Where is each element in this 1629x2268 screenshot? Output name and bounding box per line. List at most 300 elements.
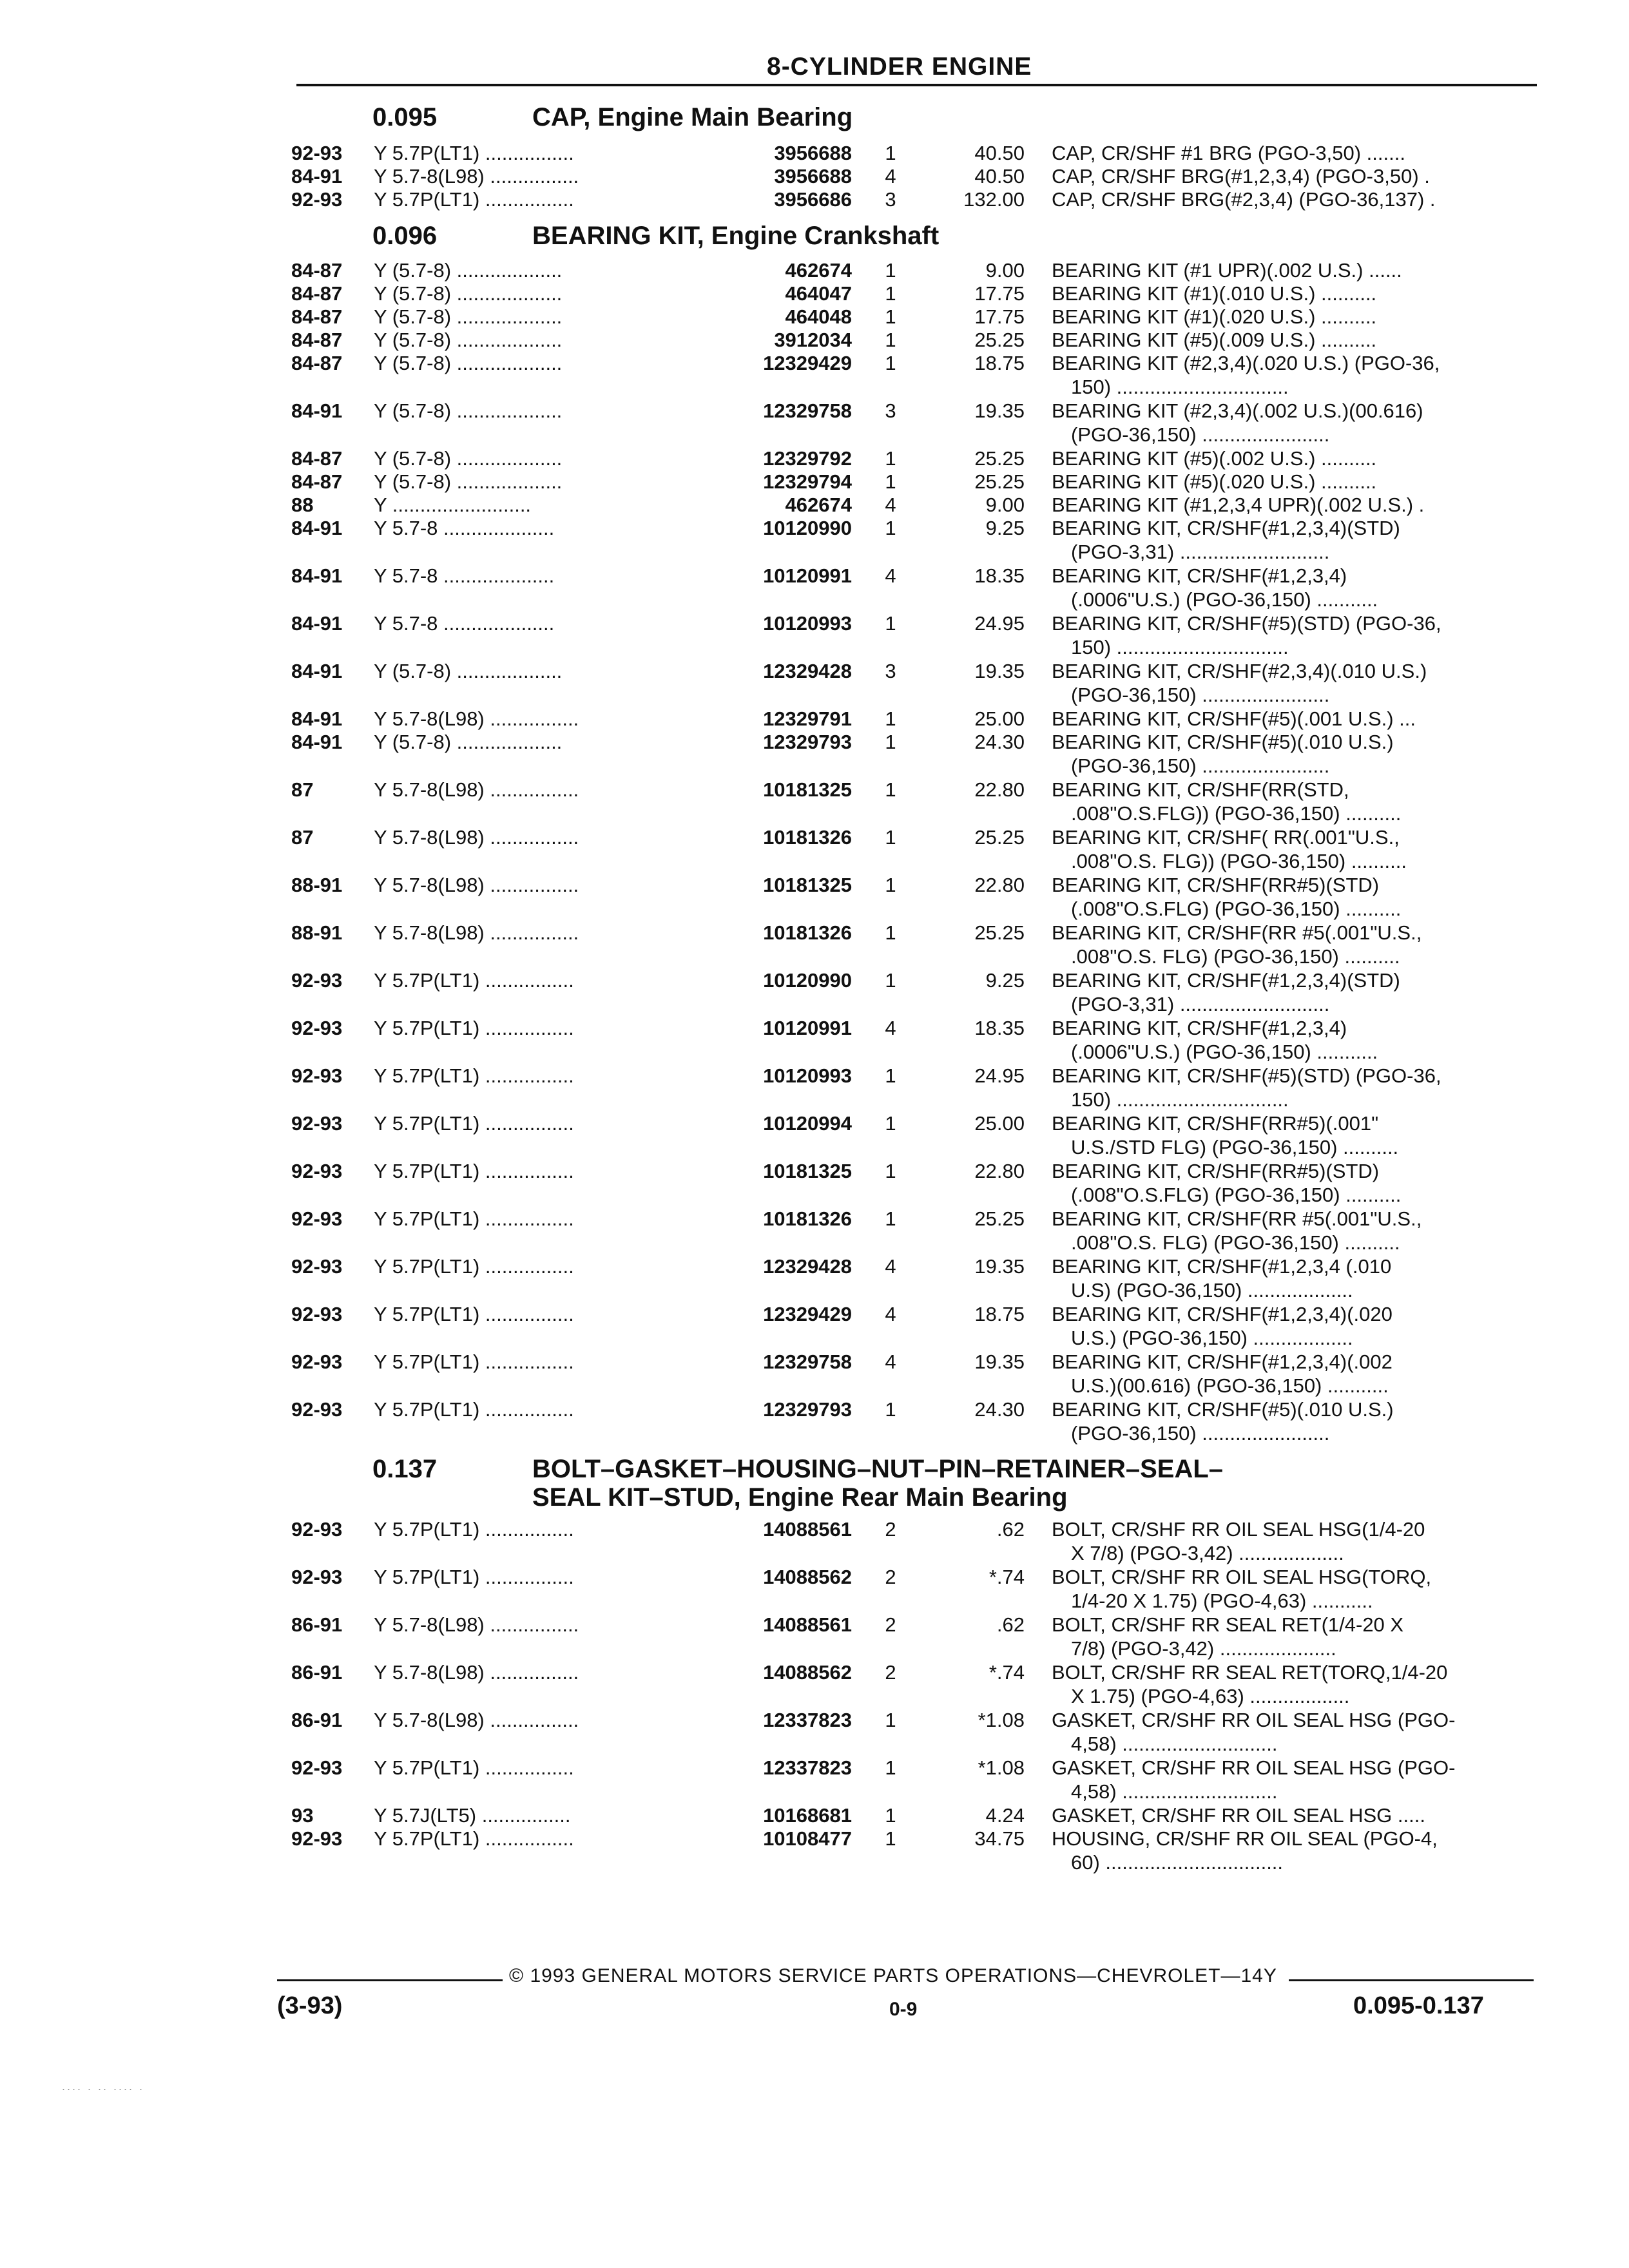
price: 22.80 — [974, 778, 1025, 801]
part-description-continued: X 1.75) (PGO-4,63) .................. — [1071, 1685, 1350, 1707]
engine-model: Y 5.7P(LT1) ................ — [374, 1160, 574, 1182]
footer-section-range: 0.095-0.137 — [1353, 1992, 1484, 2019]
model-years: 84-87 — [291, 352, 343, 374]
part-number: 12329794 — [763, 470, 852, 493]
model-years: 92-93 — [291, 1017, 343, 1039]
price: 18.35 — [974, 1017, 1025, 1039]
section-number: 0.095 — [372, 103, 438, 131]
part-number: 12329793 — [763, 1398, 852, 1421]
quantity: 1 — [885, 259, 896, 282]
part-description-continued: (PGO-36,150) ....................... — [1071, 684, 1330, 706]
model-years: 92-93 — [291, 188, 343, 211]
quantity: 1 — [885, 1160, 896, 1182]
engine-model: Y 5.7-8(L98) ................ — [374, 707, 579, 730]
part-number: 3956688 — [774, 165, 852, 187]
parts-row — [0, 1661, 1629, 1707]
engine-model: Y (5.7-8) ................... — [374, 731, 563, 753]
model-years: 84-87 — [291, 329, 343, 351]
model-years: 86-91 — [291, 1661, 343, 1684]
model-years: 84-91 — [291, 564, 343, 587]
price: 18.35 — [974, 564, 1025, 587]
model-years: 92-93 — [291, 1827, 343, 1850]
quantity: 2 — [885, 1566, 896, 1588]
part-description-continued: 1/4-20 X 1.75) (PGO-4,63) ........... — [1071, 1590, 1373, 1612]
model-years: 87 — [291, 778, 314, 801]
quantity: 1 — [885, 329, 896, 351]
engine-model: Y 5.7P(LT1) ................ — [374, 1350, 574, 1373]
section-number: 0.137 — [372, 1455, 438, 1483]
model-years: 84-87 — [291, 305, 343, 328]
model-years: 92-93 — [291, 1255, 343, 1278]
part-number: 12329428 — [763, 1255, 852, 1278]
part-number: 12329429 — [763, 1303, 852, 1325]
engine-model: Y (5.7-8) ................... — [374, 399, 563, 422]
price: 4.24 — [985, 1804, 1025, 1827]
part-description: BEARING KIT, CR/SHF(#1,2,3,4) — [1052, 564, 1347, 587]
parts-row — [0, 707, 1629, 731]
part-description: BEARING KIT (#1,2,3,4 UPR)(.002 U.S.) . — [1052, 494, 1425, 516]
section-title-continued: SEAL KIT–STUD, Engine Rear Main Bearing — [532, 1483, 1068, 1512]
part-number: 12337823 — [763, 1756, 852, 1779]
price: 9.00 — [985, 494, 1025, 516]
part-description: BEARING KIT (#5)(.009 U.S.) .......... — [1052, 329, 1377, 351]
parts-row — [0, 731, 1629, 777]
price: 25.25 — [974, 447, 1025, 470]
part-description: BEARING KIT, CR/SHF(RR#5)(.001" — [1052, 1112, 1379, 1135]
price: .62 — [996, 1613, 1025, 1636]
parts-row — [0, 517, 1629, 563]
part-description-continued: 150) ............................... — [1071, 636, 1289, 658]
part-description-continued: (.008"O.S.FLG) (PGO-36,150) .......... — [1071, 1184, 1402, 1206]
parts-row — [0, 494, 1629, 517]
engine-model: Y 5.7P(LT1) ................ — [374, 1255, 574, 1278]
price: *1.08 — [978, 1756, 1025, 1779]
parts-row — [0, 660, 1629, 706]
part-description: BEARING KIT (#1)(.020 U.S.) .......... — [1052, 305, 1377, 328]
price: *.74 — [988, 1566, 1025, 1588]
section-number: 0.096 — [372, 222, 438, 250]
model-years: 84-91 — [291, 612, 343, 635]
price: 25.25 — [974, 826, 1025, 849]
part-number: 10120991 — [763, 564, 852, 587]
engine-model: Y 5.7P(LT1) ................ — [374, 142, 574, 164]
model-years: 92-93 — [291, 1518, 343, 1541]
model-years: 92-93 — [291, 1160, 343, 1182]
quantity: 4 — [885, 1255, 896, 1278]
price: 24.95 — [974, 612, 1025, 635]
quantity: 3 — [885, 660, 896, 682]
model-years: 84-87 — [291, 470, 343, 493]
part-description: BEARING KIT, CR/SHF(RR #5(.001"U.S., — [1052, 921, 1422, 944]
part-description: BEARING KIT, CR/SHF(#1,2,3,4)(STD) — [1052, 969, 1400, 992]
part-number: 462674 — [785, 259, 852, 282]
part-number: 10120990 — [763, 517, 852, 539]
part-number: 10120990 — [763, 969, 852, 992]
part-description: BEARING KIT (#5)(.020 U.S.) .......... — [1052, 470, 1377, 493]
parts-row — [0, 1827, 1629, 1874]
engine-model: Y 5.7P(LT1) ................ — [374, 1827, 574, 1850]
quantity: 1 — [885, 1804, 896, 1827]
part-number: 12329792 — [763, 447, 852, 470]
price: 25.25 — [974, 921, 1025, 944]
engine-model: Y 5.7-8 .................... — [374, 612, 555, 635]
price: .62 — [996, 1518, 1025, 1541]
part-description-continued: (PGO-3,31) ........................... — [1071, 993, 1330, 1015]
part-description-continued: (PGO-36,150) ....................... — [1071, 754, 1330, 777]
model-years: 84-91 — [291, 731, 343, 753]
parts-row — [0, 921, 1629, 968]
parts-row — [0, 447, 1629, 470]
price: 22.80 — [974, 1160, 1025, 1182]
part-number: 10181325 — [763, 1160, 852, 1182]
engine-model: Y (5.7-8) ................... — [374, 352, 563, 374]
part-description-continued: .008"O.S. FLG) (PGO-36,150) .......... — [1071, 1231, 1400, 1254]
quantity: 1 — [885, 874, 896, 896]
section-title: CAP, Engine Main Bearing — [532, 103, 853, 131]
price: 25.00 — [974, 707, 1025, 730]
section-title: BEARING KIT, Engine Crankshaft — [532, 222, 940, 250]
price: 17.75 — [974, 305, 1025, 328]
parts-row — [0, 1160, 1629, 1206]
part-number: 14088562 — [763, 1566, 852, 1588]
engine-model: Y 5.7P(LT1) ................ — [374, 1303, 574, 1325]
price: 132.00 — [963, 188, 1025, 211]
parts-row — [0, 826, 1629, 872]
part-description: BOLT, CR/SHF RR OIL SEAL HSG(1/4-20 — [1052, 1518, 1425, 1541]
parts-row — [0, 188, 1629, 211]
quantity: 1 — [885, 142, 896, 164]
parts-row — [0, 874, 1629, 920]
part-description: BEARING KIT, CR/SHF(#1,2,3,4)(.002 — [1052, 1350, 1393, 1373]
engine-model: Y 5.7-8 .................... — [374, 517, 555, 539]
price: 19.35 — [974, 1350, 1025, 1373]
model-years: 84-87 — [291, 282, 343, 305]
engine-model: Y 5.7P(LT1) ................ — [374, 1566, 574, 1588]
part-description: BEARING KIT, CR/SHF(#1,2,3,4)(.020 — [1052, 1303, 1393, 1325]
part-description: BOLT, CR/SHF RR SEAL RET(1/4-20 X — [1052, 1613, 1404, 1636]
part-number: 10181326 — [763, 1207, 852, 1230]
part-description: BEARING KIT, CR/SHF(RR(STD, — [1052, 778, 1349, 801]
part-number: 10120993 — [763, 612, 852, 635]
quantity: 2 — [885, 1661, 896, 1684]
price: 34.75 — [974, 1827, 1025, 1850]
part-number: 3956686 — [774, 188, 852, 211]
part-description: BEARING KIT (#2,3,4)(.020 U.S.) (PGO-36, — [1052, 352, 1440, 374]
footer-date-code: (3-93) — [277, 1992, 343, 2019]
engine-model: Y (5.7-8) ................... — [374, 282, 563, 305]
part-description-continued: (.008"O.S.FLG) (PGO-36,150) .......... — [1071, 898, 1402, 920]
price: *.74 — [988, 1661, 1025, 1684]
quantity: 1 — [885, 969, 896, 992]
model-years: 92-93 — [291, 1756, 343, 1779]
price: 17.75 — [974, 282, 1025, 305]
part-description-continued: (PGO-3,31) ........................... — [1071, 541, 1330, 563]
quantity: 1 — [885, 305, 896, 328]
part-number: 12337823 — [763, 1709, 852, 1731]
section-header — [0, 103, 1629, 137]
price: 18.75 — [974, 352, 1025, 374]
engine-model: Y 5.7P(LT1) ................ — [374, 1398, 574, 1421]
price: 25.25 — [974, 329, 1025, 351]
engine-model: Y 5.7-8(L98) ................ — [374, 874, 579, 896]
quantity: 4 — [885, 165, 896, 187]
engine-model: Y 5.7-8(L98) ................ — [374, 921, 579, 944]
part-number: 464048 — [785, 305, 852, 328]
part-description: BEARING KIT (#5)(.002 U.S.) .......... — [1052, 447, 1377, 470]
engine-model: Y 5.7-8(L98) ................ — [374, 778, 579, 801]
section-title: BOLT–GASKET–HOUSING–NUT–PIN–RETAINER–SEAL– — [532, 1455, 1224, 1483]
parts-row — [0, 1255, 1629, 1302]
engine-model: Y 5.7-8(L98) ................ — [374, 826, 579, 849]
model-years: 92-93 — [291, 1064, 343, 1087]
quantity: 1 — [885, 921, 896, 944]
price: 40.50 — [974, 165, 1025, 187]
model-years: 92-93 — [291, 1566, 343, 1588]
quantity: 4 — [885, 494, 896, 516]
engine-model: Y 5.7-8(L98) ................ — [374, 165, 579, 187]
model-years: 88 — [291, 494, 314, 516]
engine-model: Y (5.7-8) ................... — [374, 470, 563, 493]
parts-row — [0, 1207, 1629, 1254]
part-description: BEARING KIT, CR/SHF(RR#5)(STD) — [1052, 1160, 1380, 1182]
part-number: 10108477 — [763, 1827, 852, 1850]
quantity: 2 — [885, 1518, 896, 1541]
part-number: 10181326 — [763, 921, 852, 944]
engine-model: Y 5.7P(LT1) ................ — [374, 1756, 574, 1779]
part-description: BEARING KIT, CR/SHF(RR #5(.001"U.S., — [1052, 1207, 1422, 1230]
part-description: GASKET, CR/SHF RR OIL SEAL HSG ..... — [1052, 1804, 1425, 1827]
part-description: BEARING KIT, CR/SHF(#5)(.010 U.S.) — [1052, 731, 1394, 753]
part-description: BEARING KIT, CR/SHF(#2,3,4)(.010 U.S.) — [1052, 660, 1427, 682]
part-description: GASKET, CR/SHF RR OIL SEAL HSG (PGO- — [1052, 1756, 1456, 1779]
parts-row — [0, 778, 1629, 825]
part-description: CAP, CR/SHF BRG(#2,3,4) (PGO-36,137) . — [1052, 188, 1436, 211]
engine-model: Y (5.7-8) ................... — [374, 329, 563, 351]
quantity: 1 — [885, 447, 896, 470]
part-description: BEARING KIT (#1)(.010 U.S.) .......... — [1052, 282, 1377, 305]
parts-row — [0, 1804, 1629, 1827]
part-number: 12329429 — [763, 352, 852, 374]
parts-row — [0, 142, 1629, 165]
quantity: 1 — [885, 1207, 896, 1230]
footer-page-number: 0-9 — [889, 1999, 918, 2020]
part-number: 14088561 — [763, 1518, 852, 1541]
part-description-continued: U.S.)(00.616) (PGO-36,150) ........... — [1071, 1374, 1389, 1397]
part-description: GASKET, CR/SHF RR OIL SEAL HSG (PGO- — [1052, 1709, 1456, 1731]
quantity: 1 — [885, 282, 896, 305]
model-years: 92-93 — [291, 1112, 343, 1135]
quantity: 4 — [885, 1350, 896, 1373]
parts-row — [0, 165, 1629, 188]
price: 25.25 — [974, 1207, 1025, 1230]
quantity: 1 — [885, 352, 896, 374]
part-number: 10120994 — [763, 1112, 852, 1135]
price: 24.95 — [974, 1064, 1025, 1087]
parts-row — [0, 352, 1629, 398]
parts-row — [0, 259, 1629, 282]
part-description-continued: .008"O.S.FLG)) (PGO-36,150) .......... — [1071, 802, 1402, 825]
quantity: 1 — [885, 731, 896, 753]
engine-model: Y (5.7-8) ................... — [374, 660, 563, 682]
parts-row — [0, 470, 1629, 494]
engine-model: Y 5.7-8(L98) ................ — [374, 1613, 579, 1636]
model-years: 84-91 — [291, 517, 343, 539]
part-description-continued: (.0006"U.S.) (PGO-36,150) ........... — [1071, 1041, 1378, 1063]
footer-rule-right — [1289, 1979, 1534, 1981]
header-rule — [296, 84, 1537, 86]
parts-row — [0, 969, 1629, 1015]
part-description: BOLT, CR/SHF RR OIL SEAL HSG(TORQ, — [1052, 1566, 1432, 1588]
parts-row — [0, 1756, 1629, 1803]
model-years: 84-87 — [291, 259, 343, 282]
model-years: 92-93 — [291, 1398, 343, 1421]
part-description-continued: U.S.) (PGO-36,150) .................. — [1071, 1327, 1353, 1349]
part-description-continued: .008"O.S. FLG) (PGO-36,150) .......... — [1071, 945, 1400, 968]
engine-model: Y 5.7P(LT1) ................ — [374, 1112, 574, 1135]
quantity: 1 — [885, 1709, 896, 1731]
part-description-continued: 150) ............................... — [1071, 1088, 1289, 1111]
engine-model: Y 5.7P(LT1) ................ — [374, 969, 574, 992]
engine-model: Y 5.7P(LT1) ................ — [374, 1207, 574, 1230]
engine-model: Y ......................... — [374, 494, 532, 516]
part-description-continued: 7/8) (PGO-3,42) ..................... — [1071, 1637, 1336, 1660]
section-header — [0, 222, 1629, 255]
quantity: 1 — [885, 1827, 896, 1850]
scan-specks: .... . .. .... . — [62, 2080, 145, 2093]
part-description: BEARING KIT, CR/SHF(#5)(STD) (PGO-36, — [1052, 1064, 1441, 1087]
parts-row — [0, 1112, 1629, 1158]
part-description: BEARING KIT, CR/SHF(#1,2,3,4) — [1052, 1017, 1347, 1039]
part-description-continued: .008"O.S. FLG)) (PGO-36,150) .......... — [1071, 850, 1407, 872]
quantity: 1 — [885, 517, 896, 539]
model-years: 88-91 — [291, 921, 343, 944]
price: 25.25 — [974, 470, 1025, 493]
model-years: 87 — [291, 826, 314, 849]
part-description: BEARING KIT, CR/SHF(#5)(.001 U.S.) ... — [1052, 707, 1416, 730]
quantity: 3 — [885, 188, 896, 211]
part-description-continued: U.S./STD FLG) (PGO-36,150) .......... — [1071, 1136, 1399, 1158]
engine-model: Y 5.7J(LT5) ................ — [374, 1804, 571, 1827]
quantity: 4 — [885, 564, 896, 587]
quantity: 1 — [885, 707, 896, 730]
parts-row — [0, 1064, 1629, 1111]
parts-row — [0, 1017, 1629, 1063]
price: 22.80 — [974, 874, 1025, 896]
price: 18.75 — [974, 1303, 1025, 1325]
price: 24.30 — [974, 1398, 1025, 1421]
engine-model: Y 5.7P(LT1) ................ — [374, 188, 574, 211]
quantity: 1 — [885, 1398, 896, 1421]
part-number: 3912034 — [774, 329, 852, 351]
part-number: 12329793 — [763, 731, 852, 753]
part-number: 3956688 — [774, 142, 852, 164]
price: *1.08 — [978, 1709, 1025, 1731]
part-description: BEARING KIT (#1 UPR)(.002 U.S.) ...... — [1052, 259, 1402, 282]
parts-row — [0, 612, 1629, 658]
part-number: 12329428 — [763, 660, 852, 682]
model-years: 92-93 — [291, 1303, 343, 1325]
price: 19.35 — [974, 660, 1025, 682]
model-years: 86-91 — [291, 1613, 343, 1636]
section-header — [0, 1455, 1629, 1512]
part-description: BEARING KIT, CR/SHF(#1,2,3,4)(STD) — [1052, 517, 1400, 539]
price: 24.30 — [974, 731, 1025, 753]
parts-row — [0, 1709, 1629, 1755]
footer-copyright: © 1993 GENERAL MOTORS SERVICE PARTS OPERATIONS—CHEVROLET—14Y — [509, 1965, 1277, 1986]
part-description: HOUSING, CR/SHF RR OIL SEAL (PGO-4, — [1052, 1827, 1438, 1850]
engine-model: Y 5.7P(LT1) ................ — [374, 1518, 574, 1541]
part-description: CAP, CR/SHF BRG(#1,2,3,4) (PGO-3,50) . — [1052, 165, 1430, 187]
page-title: 8-CYLINDER ENGINE — [767, 53, 1032, 81]
quantity: 1 — [885, 1756, 896, 1779]
part-description: BEARING KIT, CR/SHF(#1,2,3,4 (.010 — [1052, 1255, 1392, 1278]
model-years: 84-91 — [291, 165, 343, 187]
model-years: 92-93 — [291, 1350, 343, 1373]
part-description-continued: 60) ................................ — [1071, 1851, 1284, 1874]
model-years: 92-93 — [291, 969, 343, 992]
engine-model: Y 5.7P(LT1) ................ — [374, 1064, 574, 1087]
quantity: 1 — [885, 470, 896, 493]
parts-row — [0, 1613, 1629, 1660]
part-description: BEARING KIT, CR/SHF(RR#5)(STD) — [1052, 874, 1380, 896]
part-number: 10181326 — [763, 826, 852, 849]
part-number: 10181325 — [763, 874, 852, 896]
engine-model: Y 5.7P(LT1) ................ — [374, 1017, 574, 1039]
part-description-continued: 4,58) ............................ — [1071, 1733, 1278, 1755]
model-years: 84-91 — [291, 660, 343, 682]
model-years: 84-91 — [291, 399, 343, 422]
parts-row — [0, 1350, 1629, 1397]
part-number: 10120991 — [763, 1017, 852, 1039]
part-description: BEARING KIT, CR/SHF(#5)(STD) (PGO-36, — [1052, 612, 1441, 635]
quantity: 4 — [885, 1303, 896, 1325]
engine-model: Y (5.7-8) ................... — [374, 305, 563, 328]
part-number: 10120993 — [763, 1064, 852, 1087]
quantity: 3 — [885, 399, 896, 422]
engine-model: Y (5.7-8) ................... — [374, 447, 563, 470]
model-years: 88-91 — [291, 874, 343, 896]
quantity: 1 — [885, 1112, 896, 1135]
engine-model: Y (5.7-8) ................... — [374, 259, 563, 282]
part-description-continued: X 7/8) (PGO-3,42) ................... — [1071, 1542, 1344, 1564]
part-number: 10181325 — [763, 778, 852, 801]
model-years: 92-93 — [291, 1207, 343, 1230]
model-years: 84-87 — [291, 447, 343, 470]
quantity: 1 — [885, 612, 896, 635]
part-description-continued: (.0006"U.S.) (PGO-36,150) ........... — [1071, 588, 1378, 611]
part-description: BEARING KIT, CR/SHF(#5)(.010 U.S.) — [1052, 1398, 1394, 1421]
part-description: CAP, CR/SHF #1 BRG (PGO-3,50) ....... — [1052, 142, 1405, 164]
price: 19.35 — [974, 399, 1025, 422]
engine-model: Y 5.7-8(L98) ................ — [374, 1661, 579, 1684]
part-description: BEARING KIT, CR/SHF( RR(.001"U.S., — [1052, 826, 1400, 849]
part-number: 14088561 — [763, 1613, 852, 1636]
model-years: 92-93 — [291, 142, 343, 164]
price: 9.00 — [985, 259, 1025, 282]
model-years: 86-91 — [291, 1709, 343, 1731]
engine-model: Y 5.7-8(L98) ................ — [374, 1709, 579, 1731]
quantity: 1 — [885, 826, 896, 849]
part-number: 14088562 — [763, 1661, 852, 1684]
parts-row — [0, 282, 1629, 305]
quantity: 1 — [885, 1064, 896, 1087]
part-number: 12329791 — [763, 707, 852, 730]
price: 40.50 — [974, 142, 1025, 164]
price: 9.25 — [985, 517, 1025, 539]
part-description: BOLT, CR/SHF RR SEAL RET(TORQ,1/4-20 — [1052, 1661, 1448, 1684]
parts-row — [0, 1398, 1629, 1445]
parts-row — [0, 305, 1629, 329]
